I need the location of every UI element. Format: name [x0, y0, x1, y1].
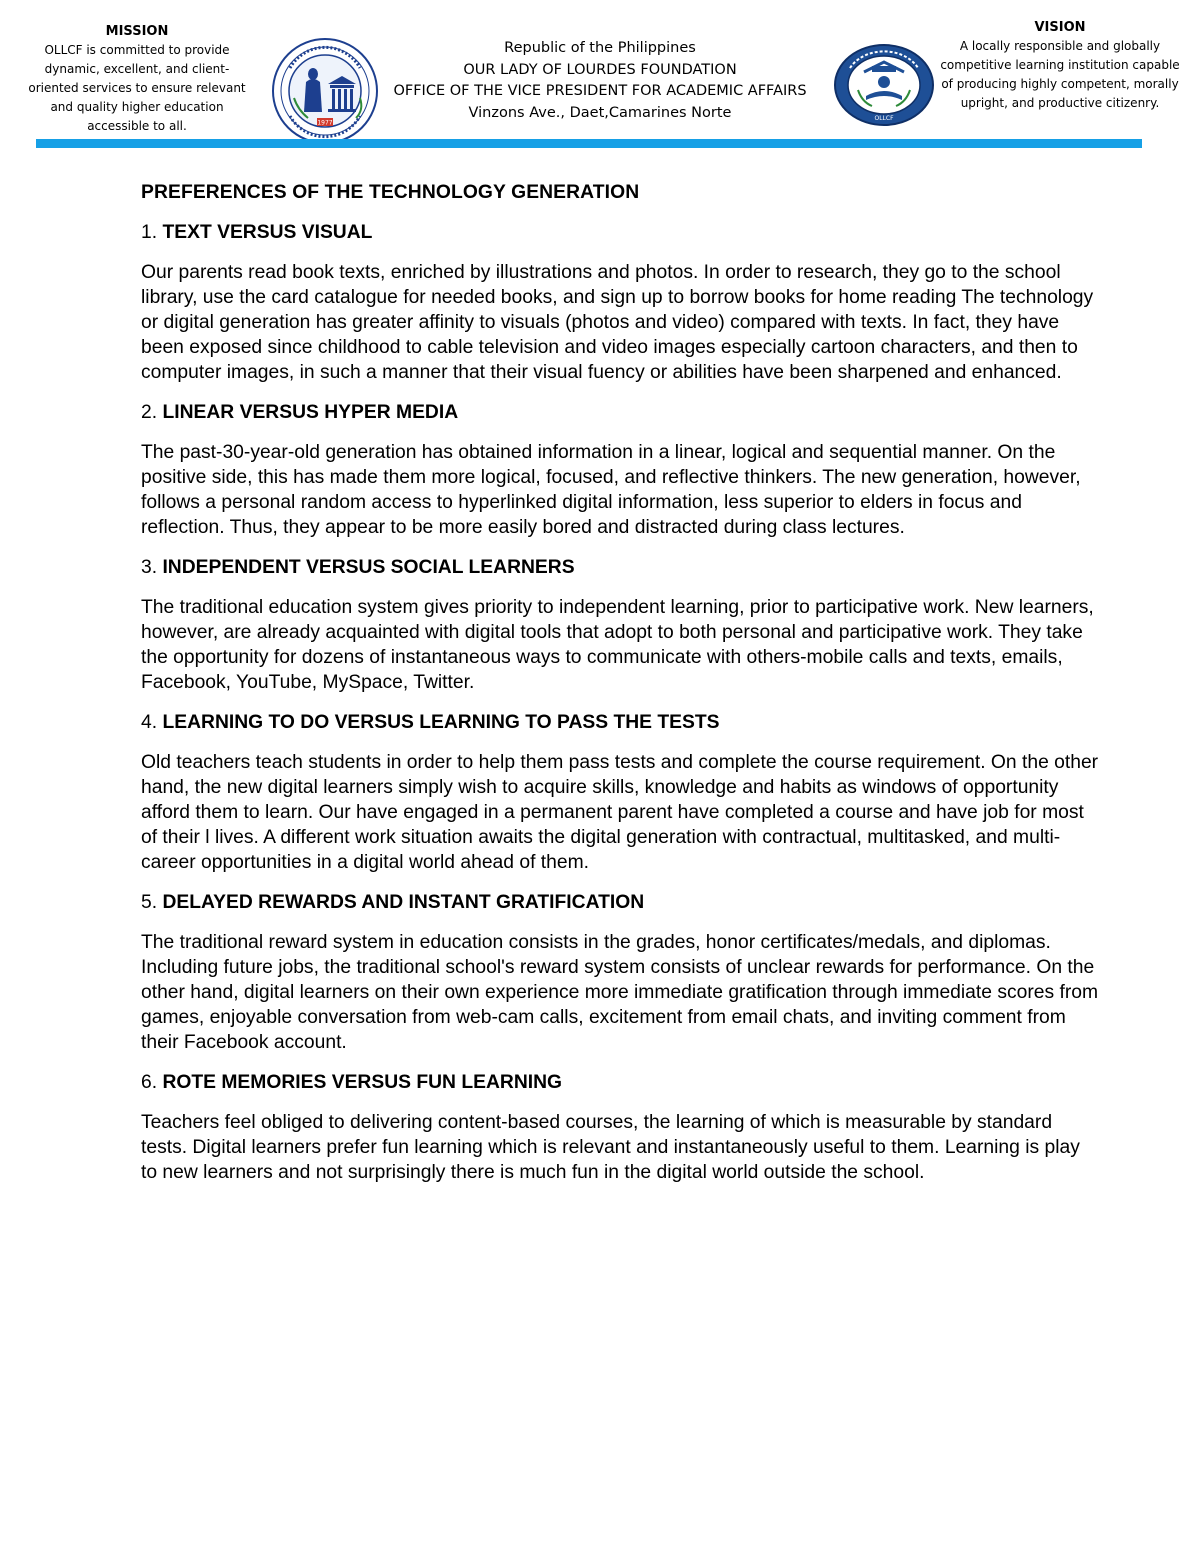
section-heading	[141, 400, 1101, 425]
vision-line: upright, and productive citizenry.	[960, 96, 1160, 110]
section-paragraph: Teachers feel obliged to delivering content-based courses, the learning of which is measurable by standard tests. Digital learners prefer fun learning which is relevant and instantaneously useful to them. Learning is play to new learners and not surprisingly there is much fun in the digital world outside the school.	[141, 1112, 1080, 1183]
vision-line: of producing highly competent, morally	[941, 77, 1179, 91]
mission-line: oriented services to ensure relevant	[28, 81, 246, 95]
section-paragraph: The traditional education system gives priority to independent learning, prior to participative work. New learners, however, are already acquainted with digital tools that adopt to both personal and participative work. They take the opportunity for dozens of instantaneous ways to communicate with others-mobile calls and texts, emails, Facebook, YouTube, MySpace, Twitter.	[141, 597, 1094, 693]
section-title: ROTE MEMORIES VERSUS FUN LEARNING	[162, 1072, 563, 1093]
section-title: TEXT VERSUS VISUAL	[162, 222, 373, 243]
office-name: OFFICE OF THE VICE PRESIDENT FOR ACADEMIC AFFAIRS	[393, 83, 807, 99]
college-seal-logo	[834, 44, 934, 126]
mission-line: OLLCF is committed to provide	[44, 43, 230, 57]
section-title: LINEAR VERSUS HYPER MEDIA	[162, 402, 459, 423]
republic-line: Republic of the Philippines	[504, 40, 696, 56]
section-title: DELAYED REWARDS AND INSTANT GRATIFICATION	[162, 892, 645, 913]
institution-header	[370, 38, 830, 124]
section-title: INDEPENDENT VERSUS SOCIAL LEARNERS	[162, 557, 575, 578]
foundation-name: OUR LADY OF LOURDES FOUNDATION	[463, 61, 737, 78]
mission-line: accessible to all.	[87, 119, 187, 133]
section-heading	[141, 1070, 1101, 1095]
section-heading	[141, 555, 1101, 580]
mission-line: dynamic, excellent, and client-	[44, 62, 230, 76]
vision-line: A locally responsible and globally	[959, 39, 1161, 53]
section-number: 3.	[141, 557, 158, 578]
mission-line: and quality higher education	[50, 100, 224, 114]
college-seal-text: OLLCF	[874, 115, 894, 122]
section-number: 6.	[141, 1072, 158, 1093]
section-paragraph: The traditional reward system in education consists in the grades, honor certificates/medals, and diplomas. Including future jobs, the traditional school's reward system consists of unclear rewards for performance. On the other hand, digital learners on their own experience more immediate gratification through immediate scores from games, enjoyable conversation from web-cam calls, excitement from email chats, and inviting comment from their Facebook account.	[141, 932, 1099, 1053]
address-line: Vinzons Ave., Daet,Camarines Norte	[468, 104, 732, 121]
section-heading	[141, 890, 1101, 915]
mission-block	[12, 22, 262, 136]
section-title: LEARNING TO DO VERSUS LEARNING TO PASS THE TESTS	[162, 712, 720, 733]
section-heading	[141, 710, 1101, 735]
section-number: 2.	[141, 402, 158, 423]
seal-year-text: 1977	[317, 119, 333, 127]
header-divider	[36, 139, 1142, 148]
foundation-seal-logo	[272, 38, 378, 144]
section-paragraph: The past-30-year-old generation has obtained information in a linear, logical and sequential manner. On the positive side, this has made them more logical, focused, and reflective thinkers. The new generation, however, follows a personal random access to hyperlinked digital information, less superior to elders in focus and reflection. Thus, they appear to be more easily bored and distracted during class lectures.	[141, 442, 1081, 538]
document-body	[141, 180, 1101, 1200]
section-heading	[141, 220, 1101, 245]
section-number: 4.	[141, 712, 158, 733]
vision-block	[932, 18, 1188, 113]
vision-title: VISION	[1034, 20, 1086, 35]
vision-line: competitive learning institution capable	[940, 58, 1180, 72]
mission-title: MISSION	[105, 24, 169, 39]
section-paragraph: Old teachers teach students in order to help them pass tests and complete the course requirement. On the other hand, the new digital learners simply wish to acquire skills, knowledge and habits as windows of opportunity afford them to learn. Our have engaged in a permanent parent have completed a course and have job for most of their l lives. A different work situation awaits the digital generation with contractual, multitasked, and multi-career opportunities in a digital world ahead of them.	[141, 752, 1099, 873]
section-number: 1.	[141, 222, 158, 243]
section-number: 5.	[141, 892, 158, 913]
document-title: PREFERENCES OF THE TECHNOLOGY GENERATION	[141, 182, 640, 203]
section-paragraph: Our parents read book texts, enriched by illustrations and photos. In order to research, they go to the school library, use the card catalogue for needed books, and sign up to borrow books for home reading The technology or digital generation has greater affinity to visuals (photos and video) compared with texts. In fact, they have been exposed since childhood to cable television and video images especially cartoon characters, and then to computer images, in such a manner that their visual fuency or abilities have been sharpened and enhanced.	[141, 262, 1094, 383]
